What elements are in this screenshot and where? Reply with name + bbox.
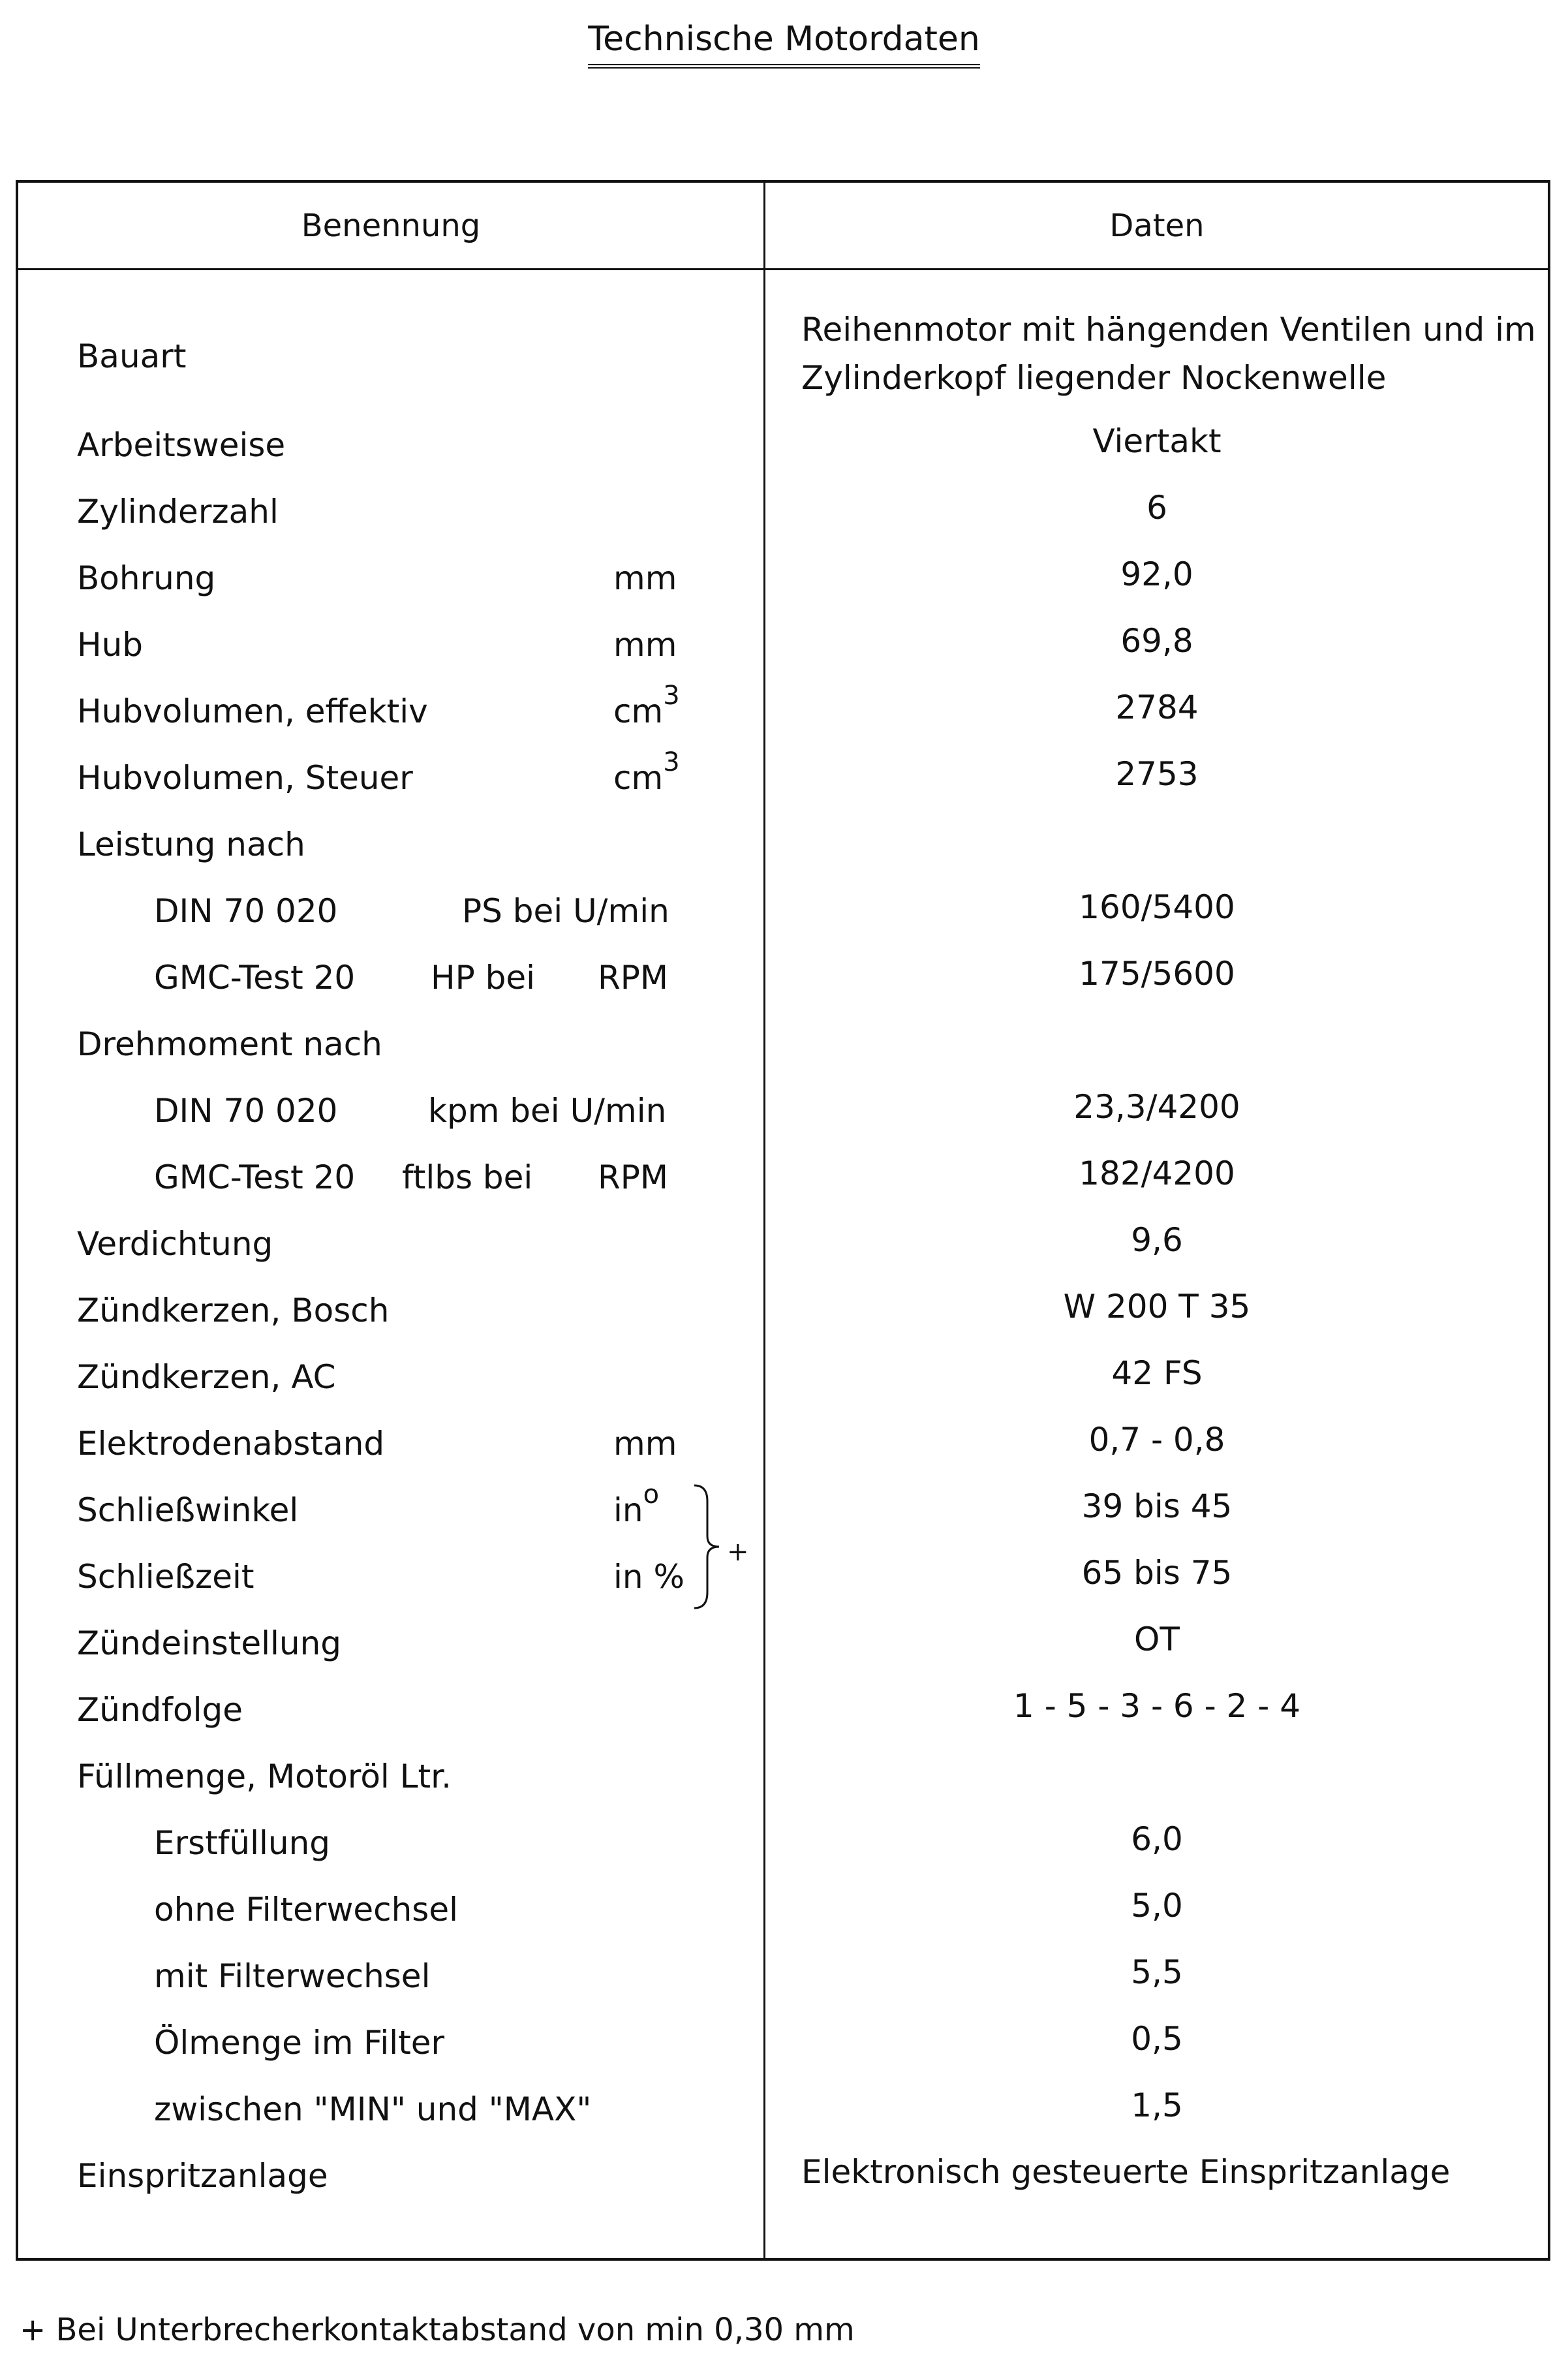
row-label-drehmoment-nach: Drehmoment nach [77, 1025, 382, 1063]
row-value-arbeitsweise: Viertakt [1092, 422, 1222, 460]
column-header-daten: Daten [1109, 207, 1205, 244]
row-value-bauart: Reihenmotor mit hängenden Ventilen und im Zylinderkopf liegender Nockenwelle [801, 311, 1536, 397]
row-value-verdichtung: 9,6 [1131, 1221, 1183, 1259]
row-label-oelmenge-filter: Ölmenge im Filter [154, 2024, 445, 2062]
row-label-bohrung: Bohrung [77, 559, 216, 597]
row-value-hubvolumen-effektiv: 2784 [1115, 689, 1199, 726]
bracket-plus-mark: + [727, 1537, 749, 1567]
row-value-zuendfolge: 1 - 5 - 3 - 6 - 2 - 4 [1013, 1687, 1300, 1725]
row-label-einspritzanlage: Einspritzanlage [77, 2157, 328, 2195]
row-value-ohne-filterwechsel: 5,0 [1131, 1887, 1183, 1925]
row-value-einspritzanlage: Elektronisch gesteuerte Einspritzanlage [801, 2153, 1451, 2191]
row-unit-hubvolumen-effektiv: $cm^3$ [613, 681, 680, 730]
row-label-zuendfolge: Zündfolge [77, 1691, 243, 1729]
row-value-bohrung: 92,0 [1120, 555, 1193, 593]
row-label-zuendkerzen-bosch: Zündkerzen, Bosch [77, 1292, 390, 1329]
row-value-zylinderzahl: 6 [1146, 489, 1167, 527]
row-subunit-drehmoment-gmc: ftlbs bei [402, 1158, 533, 1196]
row-label-verdichtung: Verdichtung [77, 1225, 273, 1263]
row-label-erstfuellung: Erstfüllung [154, 1824, 330, 1862]
row-value-mit-filterwechsel: 5,5 [1131, 1953, 1183, 1991]
row-label-schliesswinkel: Schließwinkel [77, 1491, 299, 1529]
row-unit-schliesswinkel: $in^o$ [613, 1480, 660, 1529]
row-unit-bohrung: mm [613, 559, 677, 597]
row-value-erstfuellung: 6,0 [1131, 1820, 1183, 1858]
row-subunit-leistung-gmc: HP bei [431, 959, 536, 997]
row-value-zuendkerzen-bosch: W 200 T 35 [1063, 1288, 1251, 1325]
row-unit-drehmoment-gmc: RPM [598, 1158, 669, 1196]
row-value-zuendkerzen-ac: 42 FS [1111, 1354, 1203, 1392]
row-value-drehmoment-din: 23,3/4200 [1073, 1088, 1240, 1126]
row-label-drehmoment-din: DIN 70 020 [154, 1092, 338, 1130]
column-header-benennung: Benennung [301, 207, 481, 244]
row-value-drehmoment-gmc: 182/4200 [1079, 1155, 1235, 1192]
row-value-hub: 69,8 [1120, 622, 1193, 660]
row-value-schliesszeit: 65 bis 75 [1081, 1554, 1233, 1592]
row-label-hub: Hub [77, 626, 144, 664]
row-label-zuendeinstellung: Zündeinstellung [77, 1624, 342, 1662]
row-label-schliesszeit: Schließzeit [77, 1558, 254, 1596]
row-label-ohne-filterwechsel: ohne Filterwechsel [154, 1891, 458, 1929]
row-subunit-drehmoment-din: kpm bei U/min [428, 1092, 667, 1130]
row-value-min-max: 1,5 [1131, 2086, 1183, 2124]
motor-data-table [16, 180, 1550, 2261]
row-value-oelmenge-filter: 0,5 [1131, 2020, 1183, 2058]
row-unit-hubvolumen-steuer: $cm^3$ [613, 747, 680, 797]
row-unit-hub: mm [613, 626, 677, 664]
row-label-zylinderzahl: Zylinderzahl [77, 493, 279, 531]
row-label-mit-filterwechsel: mit Filterwechsel [154, 1957, 431, 1995]
row-label-leistung-din: DIN 70 020 [154, 892, 338, 930]
row-label-fuellmenge: Füllmenge, Motoröl Ltr. [77, 1758, 452, 1795]
page-title: Technische Motordaten [0, 18, 1568, 69]
row-unit-elektrodenabstand: mm [613, 1425, 677, 1463]
row-label-hubvolumen-steuer: Hubvolumen, Steuer [77, 759, 413, 797]
row-label-hubvolumen-effektiv: Hubvolumen, effektiv [77, 692, 428, 730]
row-label-bauart: Bauart [77, 337, 187, 375]
row-label-elektrodenabstand: Elektrodenabstand [77, 1425, 385, 1463]
row-subunit-leistung-din: PS bei U/min [462, 892, 669, 930]
row-label-drehmoment-gmc: GMC-Test 20 [154, 1158, 356, 1196]
row-label-zuendkerzen-ac: Zündkerzen, AC [77, 1358, 336, 1396]
row-label-leistung-nach: Leistung nach [77, 826, 305, 863]
footnote: + Bei Unterbrecherkontaktabstand von min 0,30 mm [20, 2312, 855, 2348]
row-value-schliesswinkel: 39 bis 45 [1081, 1487, 1233, 1525]
row-unit-leistung-gmc: RPM [598, 959, 669, 997]
row-value-zuendeinstellung: OT [1134, 1620, 1180, 1658]
header-divider [18, 268, 1548, 270]
row-label-leistung-gmc: GMC-Test 20 [154, 959, 356, 997]
row-value-elektrodenabstand: 0,7 - 0,8 [1088, 1421, 1225, 1459]
row-value-hubvolumen-steuer: 2753 [1115, 755, 1199, 793]
row-value-leistung-din: 160/5400 [1079, 888, 1235, 926]
row-value-leistung-gmc: 175/5600 [1079, 955, 1235, 993]
brace-bracket [690, 1481, 722, 1612]
row-label-arbeitsweise: Arbeitsweise [77, 426, 286, 464]
row-label-min-max: zwischen "MIN" und "MAX" [154, 2090, 592, 2128]
row-unit-schliesszeit: in % [613, 1558, 684, 1596]
